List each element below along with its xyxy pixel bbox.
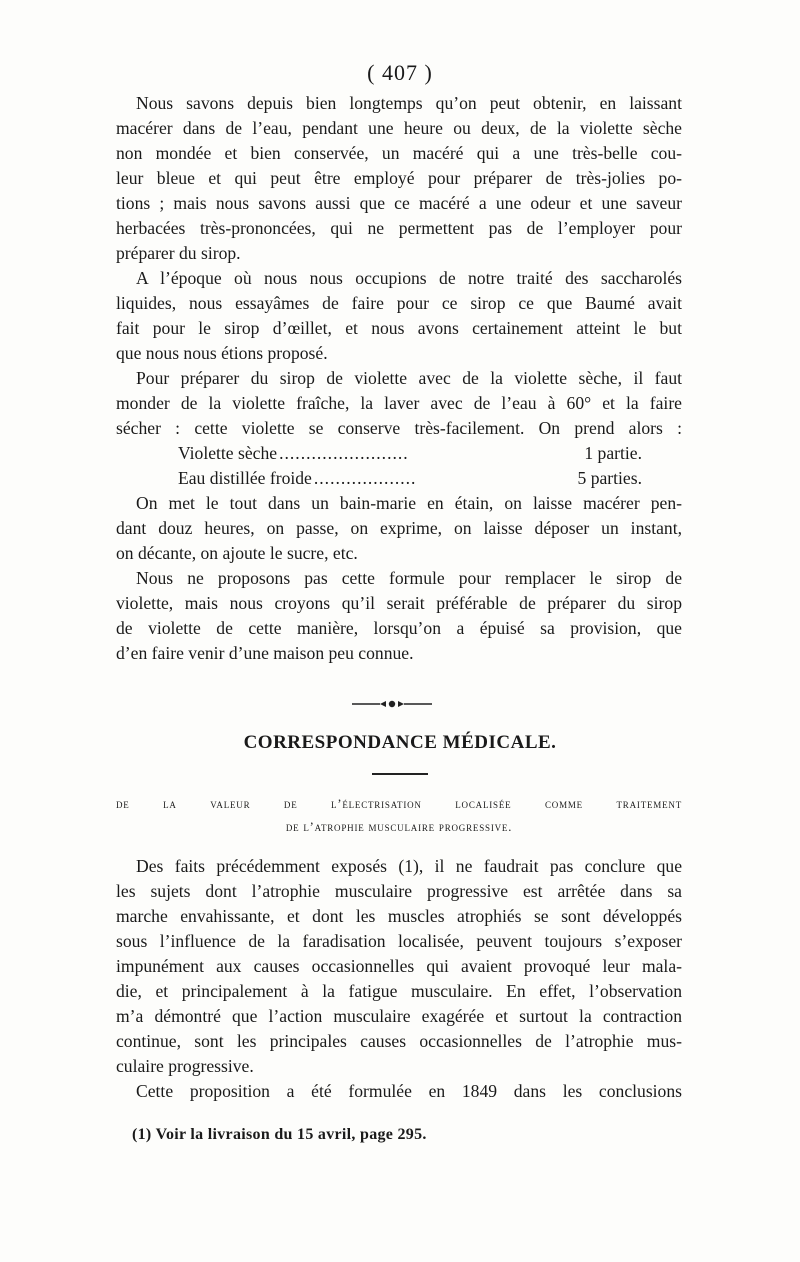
paragraph (116, 366, 682, 441)
paragraph (116, 566, 682, 666)
text-line: Des faits précédemment exposés (1), il ne faudrait pas conclure que (136, 856, 682, 876)
text-line: die, et principalement à la fatigue musculaire. En effet, l’observation (116, 981, 682, 1001)
recipe-list (116, 441, 682, 491)
footnote: (1) Voir la livraison du 15 avril, page 295. (132, 1126, 427, 1143)
section-title: CORRESPONDANCE MÉDICALE. (243, 732, 557, 753)
text-line: A l’époque où nous nous occupions de notre traité des saccharolés (136, 268, 682, 288)
text-line: macérer dans de l’eau, pendant une heure ou deux, de la violette sèche (116, 118, 682, 138)
text-line: Nous ne proposons pas cette formule pour remplacer le sirop de (136, 568, 682, 588)
text-line: que nous nous étions proposé. (116, 343, 328, 363)
text-line: non mondée et bien conservée, un macéré qui a une très-belle cou- (116, 143, 682, 163)
text-line: liquides, nous essayâmes de faire pour ce sirop ce que Baumé avait (116, 293, 682, 313)
section-ornament (350, 697, 434, 711)
body-text-bottom (116, 854, 682, 1104)
body-text-top (116, 91, 682, 666)
text-line: Cette proposition a été formulée en 1849 dans les conclusions (136, 1081, 682, 1101)
text-line: sous l’influence de la faradisation localisée, peuvent toujours s’exposer (116, 931, 682, 951)
text-line: tions ; mais nous savons aussi que ce macéré a une odeur et une saveur (116, 193, 682, 213)
text-line: monder de la violette fraîche, la laver avec de l’eau à 60° et la faire (116, 393, 682, 413)
text-line: Nous savons depuis bien longtemps qu’on peut obtenir, en laissant (136, 93, 682, 113)
recipe-dots: ........................ (279, 443, 409, 463)
text-line: m’a démontré que l’action musculaire exagérée et surtout la contraction (116, 1006, 682, 1026)
recipe-row (116, 441, 682, 466)
text-line: impunément aux causes occasionnelles qui avaient provoqué leur mala- (116, 956, 682, 976)
recipe-quantity: 1 partie. (584, 443, 642, 463)
recipe-row (116, 466, 682, 491)
text-line: on décante, on ajoute le sucre, etc. (116, 543, 358, 563)
text-line: culaire progressive. (116, 1056, 254, 1076)
text-line: leur bleue et qui peut être employé pour préparer de très-jolies po- (116, 168, 682, 188)
text-line: On met le tout dans un bain-marie en étain, on laisse macérer pen- (136, 493, 682, 513)
recipe-ingredient: Eau distillée froide (178, 468, 312, 488)
subtitle-line: de la valeur de l’électrisation localisée comme traitement (116, 797, 682, 811)
text-line: continue, sont les principales causes occasionnelles de l’atrophie mus- (116, 1031, 682, 1051)
paragraph (116, 1079, 682, 1104)
paragraph (116, 854, 682, 1079)
paragraph (116, 266, 682, 366)
text-line: marche envahissante, et dont les muscles atrophiés se sont développés (116, 906, 682, 926)
text-line: dant douz heures, on passe, on exprime, on laisse déposer un instant, (116, 518, 682, 538)
recipe-dots: ................... (313, 468, 417, 488)
title-rule (372, 773, 428, 775)
page-number: ( 407 ) (367, 60, 433, 85)
text-line: herbacées très-prononcées, qui ne permettent pas de l’employer pour (116, 218, 682, 238)
section-subtitle (116, 793, 682, 839)
paragraph (116, 491, 682, 566)
text-line: Pour préparer du sirop de violette avec de la violette sèche, il faut (136, 368, 682, 388)
text-line: préparer du sirop. (116, 243, 241, 263)
text-line: sécher : cette violette se conserve très-facilement. On prend alors : (116, 418, 682, 438)
subtitle-line: de l’atrophie musculaire progressive. (285, 820, 513, 834)
text-line: les sujets dont l’atrophie musculaire progressive est arrêtée dans sa (116, 881, 682, 901)
text-line: violette, mais nous croyons qu’il serait préférable de préparer du sirop (116, 593, 682, 613)
text-line: fait pour le sirop d’œillet, et nous avons certainement atteint le but (116, 318, 682, 338)
text-line: de violette de cette manière, lorsqu’on a épuisé sa provision, que (116, 618, 682, 638)
recipe-ingredient: Violette sèche (178, 443, 278, 463)
text-line: d’en faire venir d’une maison peu connue. (116, 643, 414, 663)
recipe-quantity: 5 parties. (577, 468, 642, 488)
paragraph (116, 91, 682, 266)
